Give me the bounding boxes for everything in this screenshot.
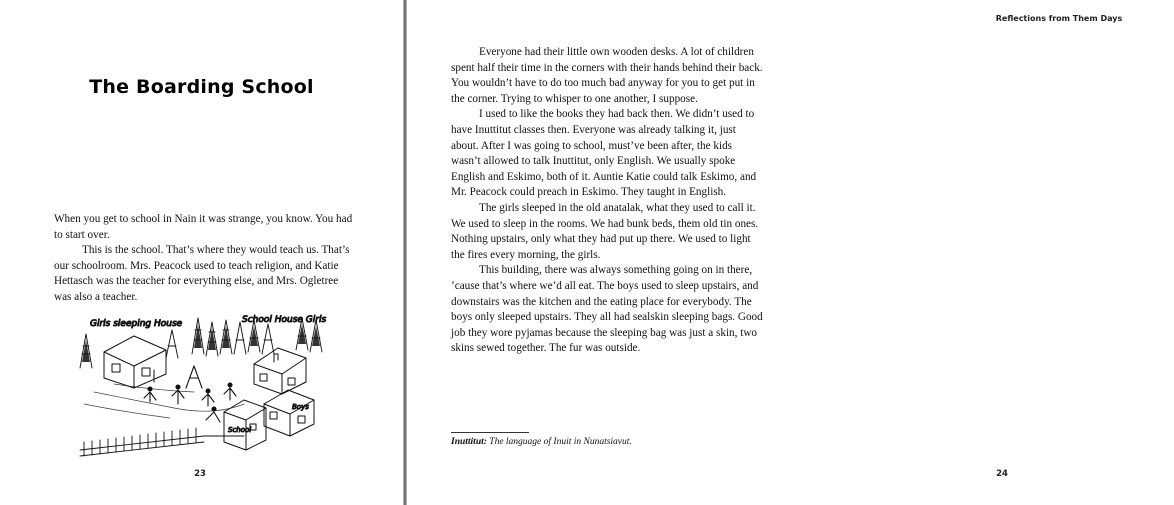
- fence: [80, 428, 244, 456]
- paragraph: The girls sleeped in the old anatalak, what they used to call it. We used to sleep in the rooms. We had bunk beds, them old tin ones. Nothing upstairs, only what they had put up there. We used to light the fires every morning, the girls.: [451, 201, 759, 261]
- label-school: School: [228, 426, 252, 434]
- boys-house: [264, 390, 314, 436]
- footnote-term: Inuttitut:: [451, 437, 487, 447]
- label-boys: Boys: [292, 403, 309, 411]
- right-body-text: [451, 45, 763, 357]
- boarding-school-sketch: [74, 308, 332, 456]
- school-building: [224, 400, 266, 450]
- paragraph: This building, there was always something going on in there, ’cause that’s where we’d all eat. The boys used to sleep upstairs, and downstairs was the kitchen and the eating place for everybody. The boys only sleeped upstairs. They all had sealskin sleeping bags. Good job they wore pyjamas because the sleeping bag was just a skin, two skins sewed together. The fur was outside.: [451, 264, 763, 355]
- paragraph: When you get to school in Nain it was strange, you know. You had to start over.: [54, 213, 353, 241]
- left-body-text: [54, 212, 357, 306]
- left-page: [0, 0, 403, 505]
- label-girls-sleeping: Girls sleeping House: [90, 319, 183, 329]
- footnote: [451, 437, 771, 447]
- footnote-divider: [451, 432, 529, 433]
- page-number-left: 23: [194, 469, 206, 479]
- paragraph: I used to like the books they had back then. We didn’t used to have Inuttitut classes then. Everyone was already talking it, just about. After I was going to school, must’ve been after, the kids wasn’t allowed to talk Inuttitut, only English. We usually spoke English and Eskimo, both of it. Auntie Katie could talk Eskimo, and Mr. Peacock could preach in Eskimo. They taught in English.: [451, 108, 757, 199]
- label-school-house-girls: School House Girls: [242, 315, 327, 325]
- chapter-title: The Boarding School: [89, 76, 314, 98]
- page-number-right: 24: [996, 469, 1008, 479]
- girls-house: [104, 336, 166, 388]
- paragraph: This is the school. That’s where they would teach us. That’s our schoolroom. Mrs. Peacock used to teach religion, and Katie Hettasch was the teacher for everything else, and Mrs. Ogletree was also a teacher.: [54, 244, 350, 303]
- figures: [144, 366, 236, 422]
- footnote-definition: The language of Inuit in Nunatsiavut.: [489, 437, 632, 447]
- running-head: Reflections from Them Days: [995, 14, 1123, 23]
- school-house: [254, 348, 306, 394]
- paragraph: Everyone had their little own wooden desks. A lot of children spent half their time in the corners with their hands behind their back. You wouldn’t have to do too much bad anyway for you to get put in the corner. Trying to whisper to one another, I suppose.: [451, 46, 763, 105]
